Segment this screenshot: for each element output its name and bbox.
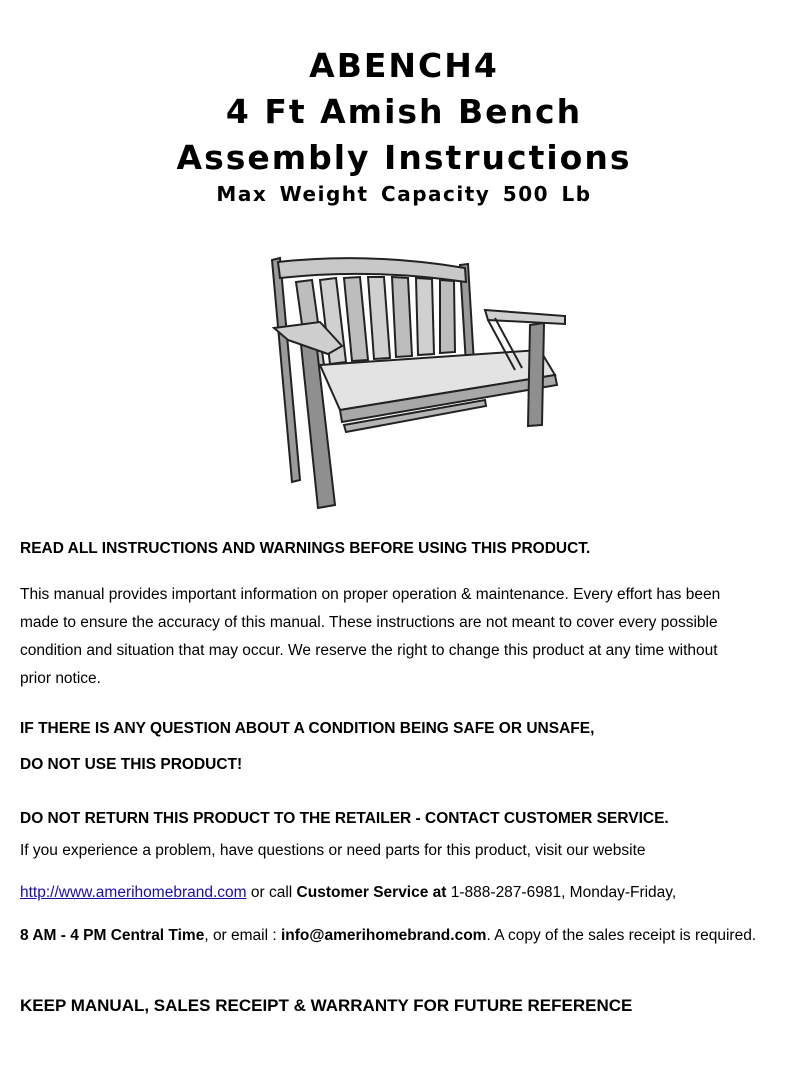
intro-line-1: This manual provides important information on proper operation & maintenance. Every effort has been bbox=[20, 586, 721, 603]
intro-line-4: prior notice. bbox=[20, 670, 101, 687]
contact-line-1: If you experience a problem, have questions or need parts for this product, visit our website bbox=[20, 842, 646, 859]
website-link[interactable]: http://www.amerihomebrand.com bbox=[20, 884, 247, 901]
safety-question-line-1: IF THERE IS ANY QUESTION ABOUT A CONDITION BEING SAFE OR UNSAFE, bbox=[20, 720, 595, 737]
weight-capacity: Max Weight Capacity 500 Lb bbox=[216, 182, 592, 206]
phone-days-text: 1-888-287-6981, Monday-Friday, bbox=[446, 884, 677, 901]
or-call-text: or call bbox=[246, 884, 297, 901]
model-number: ABENCH4 bbox=[309, 46, 499, 85]
or-email-text: , or email : bbox=[204, 927, 281, 944]
email-address: info@amerihomebrand.com bbox=[281, 927, 487, 944]
bench-photo bbox=[260, 250, 570, 520]
document-title: Assembly Instructions bbox=[176, 138, 632, 177]
contact-line-3 bbox=[20, 927, 756, 945]
no-return-warning: DO NOT RETURN THIS PRODUCT TO THE RETAILER - CONTACT CUSTOMER SERVICE. bbox=[20, 810, 669, 827]
intro-line-3: condition and situation that may occur. We reserve the right to change this product at any time without bbox=[20, 642, 718, 659]
read-all-warning: READ ALL INSTRUCTIONS AND WARNINGS BEFORE USING THIS PRODUCT. bbox=[20, 540, 591, 557]
contact-line-2 bbox=[20, 884, 676, 902]
business-hours: 8 AM - 4 PM Central Time bbox=[20, 927, 205, 944]
intro-line-2: made to ensure the accuracy of this manual. These instructions are not meant to cover every possible bbox=[20, 614, 718, 631]
safety-question-line-2: DO NOT USE THIS PRODUCT! bbox=[20, 756, 243, 773]
keep-manual-notice: KEEP MANUAL, SALES RECEIPT & WARRANTY FOR FUTURE REFERENCE bbox=[20, 996, 633, 1015]
receipt-required-text: . A copy of the sales receipt is required. bbox=[486, 927, 757, 944]
customer-service-label: Customer Service at bbox=[296, 884, 447, 901]
product-name: 4 Ft Amish Bench bbox=[225, 92, 583, 131]
